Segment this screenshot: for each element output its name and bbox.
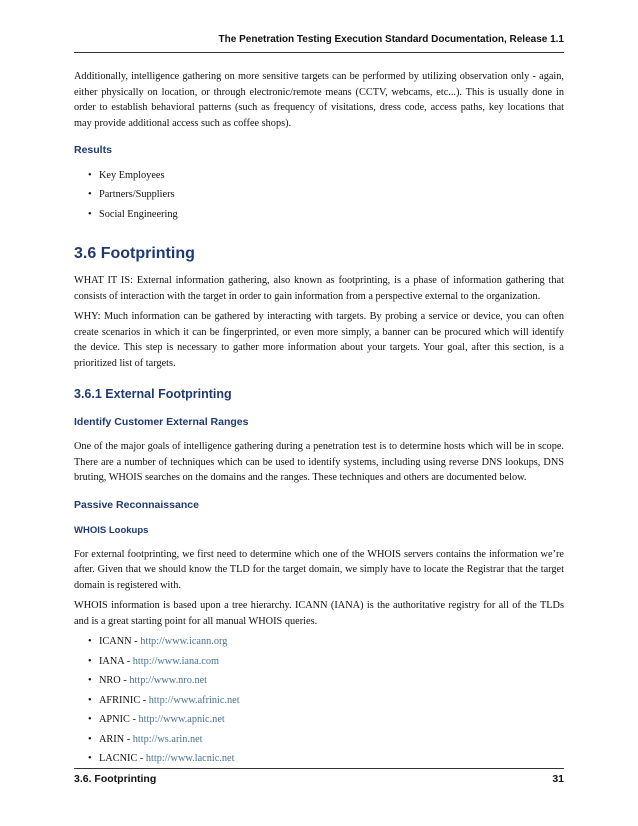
registry-link[interactable]: http://www.lacnic.net [145,753,235,764]
list-item-text: Partners/Suppliers [99,189,175,200]
intro-paragraph: Additionally, intelligence gathering on more sensitive targets can be performed by utilizing observation only - again, either physically on location, or through electronic/remote means (CCTV, webcams, etc...). This is usually done in order to establish behavioral patterns (such as frequency of visitations, dress code, access paths, key locations that may provide additional access such as coffee shops). [74,71,564,129]
registry-name: ICANN [99,636,132,647]
registry-name: ARIN [99,733,125,745]
results-list [74,168,564,222]
bullet-icon: • [88,655,92,667]
bullet-icon: • [88,636,92,647]
list-item [88,732,564,747]
separator: - [124,733,133,745]
registry-link[interactable]: http://www.iana.com [132,655,220,667]
separator: - [137,753,146,764]
ranges-heading: Identify Customer External Ranges [74,415,249,428]
bullet-icon: • [88,189,92,200]
footer-section: 3.6. Footprinting [74,773,157,785]
page-number: 31 [552,773,564,785]
header-rule [74,52,564,53]
registry-link[interactable]: http://www.apnic.net [138,714,225,725]
registry-link[interactable]: http://ws.arin.net [132,733,203,745]
bullet-icon: • [88,753,92,764]
bullet-icon: • [88,169,92,181]
list-item [88,693,564,708]
list-item [88,712,564,727]
results-heading: Results [74,144,112,156]
separator: - [131,636,141,647]
whois-heading: WHOIS Lookups [74,525,149,536]
bullet-icon: • [88,208,92,220]
list-item [88,168,564,183]
separator: - [129,714,139,725]
separator: - [120,675,130,686]
list-item-text: Key Employees [99,169,165,181]
list-item [88,187,564,202]
registry-name: IANA [99,655,125,667]
bullet-icon: • [88,694,92,706]
list-item [88,751,564,766]
registry-link[interactable]: http://www.afrinic.net [148,694,240,706]
list-item-text: Social Engineering [99,208,178,220]
list-item [88,634,564,649]
page-content [74,69,564,771]
bullet-icon: • [88,675,92,686]
why-paragraph: WHY: Much information can be gathered by interacting with targets. By probing a service or device, you can often create scenarios in which it can be fingerprinted, or even more simply, a banner can be procured which will identify the device. This step is necessary to gather more information about your targets. Your goal, after this section, is a prioritized list of targets. [74,311,564,369]
list-item [88,673,564,688]
registry-name: NRO [99,675,121,686]
running-header: The Penetration Testing Execution Standard Documentation, Release 1.1 [218,34,564,45]
registry-link[interactable]: http://www.icann.org [140,636,228,647]
separator: - [140,694,149,706]
registry-name: LACNIC [99,753,138,764]
ranges-paragraph: One of the major goals of intelligence gathering during a penetration test is to determine hosts which will be in scope. There are a number of techniques which can be used to identify systems, including using reverse DNS lookups, DNS bruting, WHOIS searches on the domains and the ranges. These techniques and others are documented below. [74,441,564,483]
bullet-icon: • [88,714,92,725]
registry-name: AFRINIC [99,694,141,706]
registry-link[interactable]: http://www.nro.net [129,675,208,686]
bullet-icon: • [88,733,92,745]
whois-paragraph-2: WHOIS information is based upon a tree hierarchy. ICANN (IANA) is the authoritative registry for all of the TLDs and is a great starting point for all manual WHOIS queries. [74,600,564,627]
subsection-heading: 3.6.1 External Footprinting [74,387,232,401]
passive-heading: Passive Reconnaissance [74,498,199,511]
registry-list [74,634,564,766]
section-heading: 3.6 Footprinting [74,244,195,262]
separator: - [124,655,133,667]
footer-rule [74,768,564,769]
whois-paragraph-1: For external footprinting, we first need to determine which one of the WHOIS servers contains the information we’re after. Given that we should know the TLD for the target domain, we simply have to locate the Registrar that the target domain is registered with. [74,548,564,591]
list-item [88,654,564,669]
list-item [88,207,564,222]
registry-name: APNIC [99,714,130,725]
what-it-is-paragraph: WHAT IT IS: External information gathering, also known as footprinting, is a phase of information gathering that consists of interaction with the target in order to gain information from a perspective external to the organization. [74,275,564,302]
